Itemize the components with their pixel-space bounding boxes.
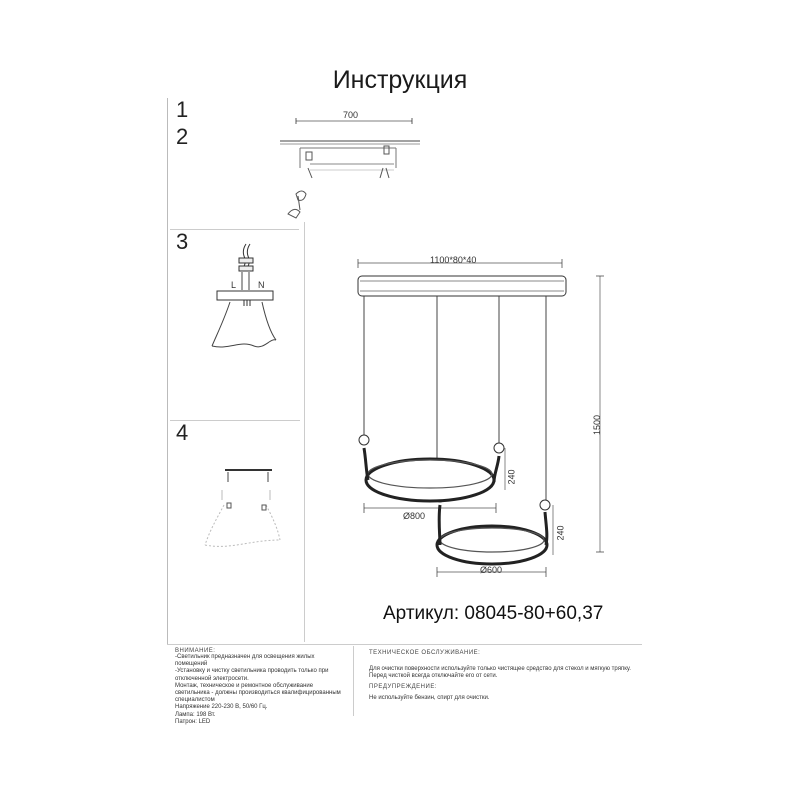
note-line: -Установку и чистку светильника проводить только при [175,668,329,675]
warning-text: Не используйте бензин, спирт для очистки. [369,695,490,702]
product-drawing [358,259,604,577]
article-number: Артикул: 08045-80+60,37 [383,603,604,624]
step2-mount-drawing [280,118,420,218]
warning-heading: ПРЕДУПРЕЖДЕНИЕ: [369,684,437,691]
step2-width-label: 700 [343,110,359,120]
notes-left [175,648,350,726]
note-line: специалистом [175,697,215,704]
note-line: Перед чисткой всегда отключайте его от сети. [369,673,498,680]
note-line: помещений [175,661,208,668]
step-number-4: 4 [176,420,189,445]
note-line: отключенной электросети. [175,675,249,682]
step-number-2: 2 [176,124,189,149]
top-bar-dimension-label: 1100*80*40 [430,255,477,265]
notes-right-heading: ТЕХНИЧЕСКОЕ ОБСЛУЖИВАНИЕ: [369,650,481,656]
step3-n-label: N [258,280,265,290]
ring-gap-label-1: 240 [506,469,517,485]
step3-l-label: L [231,280,237,290]
note-line: Для очистки поверхности используйте только чистящее средство для стекол и мягкую тряпку. [369,666,631,672]
note-line: светильника - должны производиться квалифицированным [175,690,341,697]
step3-wiring-drawing [212,244,276,347]
ring-small-diameter-label: Ø600 [480,565,503,575]
ring-large-diameter-label: Ø800 [403,511,426,521]
ring-gap-label-2: 240 [555,525,566,541]
note-line: Монтаж, техническое и ремонтное обслуживание [175,682,314,689]
note-line: Патрон: LED [175,718,211,725]
note-line: Лампа: 198 Вт. [175,711,216,718]
notes-left-heading: ВНИМАНИЕ: [175,648,216,654]
note-line: Напряжение 220-230 В, 50/60 Гц. [175,704,268,711]
step-number-1: 1 [176,97,189,122]
height-dimension-label: 1500 [592,414,603,436]
note-line: -Светильник предназначен для освещения жилых [175,654,315,660]
notes-right [369,650,639,703]
step4-assembly-drawing [205,470,280,546]
step-number-3: 3 [176,229,189,254]
page-title: Инструкция [332,66,468,94]
